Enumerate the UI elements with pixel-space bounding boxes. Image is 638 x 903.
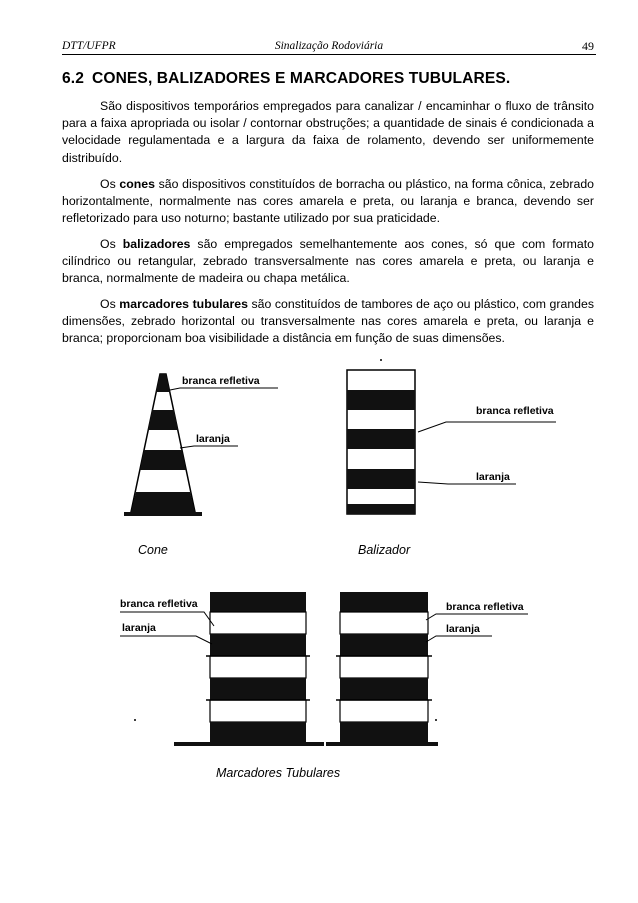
paragraph-balizadores: Os balizadores são empregados semelhantemente aos cones, só que com formato cilíndrico ou retangular, zebrado transversalmente nas cores amarela e preta, ou laranja e branca, normalmente de madeira ou chapa metálica. bbox=[62, 237, 594, 286]
balizador-illustration bbox=[347, 359, 415, 514]
svg-text:laranja: laranja bbox=[196, 433, 230, 445]
balizador-label-orange bbox=[418, 471, 516, 484]
section-number: 6.2 bbox=[62, 70, 84, 87]
paragraph-marcadores: Os marcadores tubulares são constituídos de tambores de aço ou plástico, com grandes dimensões, zebrado horizontal ou transversalmente nas cores amarela e preta, ou laranja e branca; proporcionam boa visibilidade a distância em função de suas dimensões. bbox=[62, 297, 594, 346]
section-title: CONES, BALIZADORES E MARCADORES TUBULARES. bbox=[91, 70, 511, 87]
caption-marcadores-tubulares: Marcadores Tubulares bbox=[216, 766, 341, 780]
cone-illustration bbox=[124, 374, 202, 516]
svg-text:branca refletiva: branca refletiva bbox=[182, 375, 260, 387]
marcador-left-label-orange bbox=[120, 622, 212, 644]
page-number: 49 bbox=[582, 39, 594, 53]
svg-text:branca refletiva: branca refletiva bbox=[476, 405, 554, 417]
term-balizadores: balizadores bbox=[122, 237, 191, 251]
balizador-label-white bbox=[418, 405, 556, 432]
svg-text:branca refletiva: branca refletiva bbox=[120, 598, 198, 610]
caption-balizador: Balizador bbox=[358, 543, 411, 557]
paragraph-intro-text: São dispositivos temporários empregados para canalizar / encaminhar o fluxo de trânsito para a faixa apropriada ou isolar / contornar obstruções; a quantidade de sinais é condicionada a velocidade regulamentada e a largura da faixa de rolamento, devendo ser uniformemente distribuído. bbox=[62, 99, 594, 165]
svg-text:laranja: laranja bbox=[446, 623, 480, 635]
paragraph-cones: Os cones são dispositivos constituídos de borracha ou plástico, na forma cônica, zebrado horizontalmente, normalmente nas cores amarela e preta, ou laranja e branca, devendo ser refletorizado para uso noturno; bastante utilizado por sua praticidade. bbox=[62, 177, 594, 226]
term-cones: cones bbox=[119, 177, 155, 191]
svg-text:laranja: laranja bbox=[122, 622, 156, 634]
marcador-tubular-right bbox=[326, 592, 438, 746]
marcador-right-label-white bbox=[426, 601, 528, 620]
caption-cone: Cone bbox=[138, 543, 168, 557]
header-institution: DTT/UFPR bbox=[62, 40, 116, 52]
header-title: Sinalização Rodoviária bbox=[274, 40, 384, 52]
marcador-right-label-orange bbox=[426, 623, 492, 642]
cone-label-orange bbox=[180, 433, 238, 448]
svg-text:laranja: laranja bbox=[476, 471, 510, 483]
marcador-tubular-left bbox=[174, 592, 324, 746]
term-marcadores-tubulares: marcadores tubulares bbox=[119, 297, 248, 311]
svg-text:branca refletiva: branca refletiva bbox=[446, 601, 524, 613]
cone-label-white bbox=[170, 375, 278, 390]
